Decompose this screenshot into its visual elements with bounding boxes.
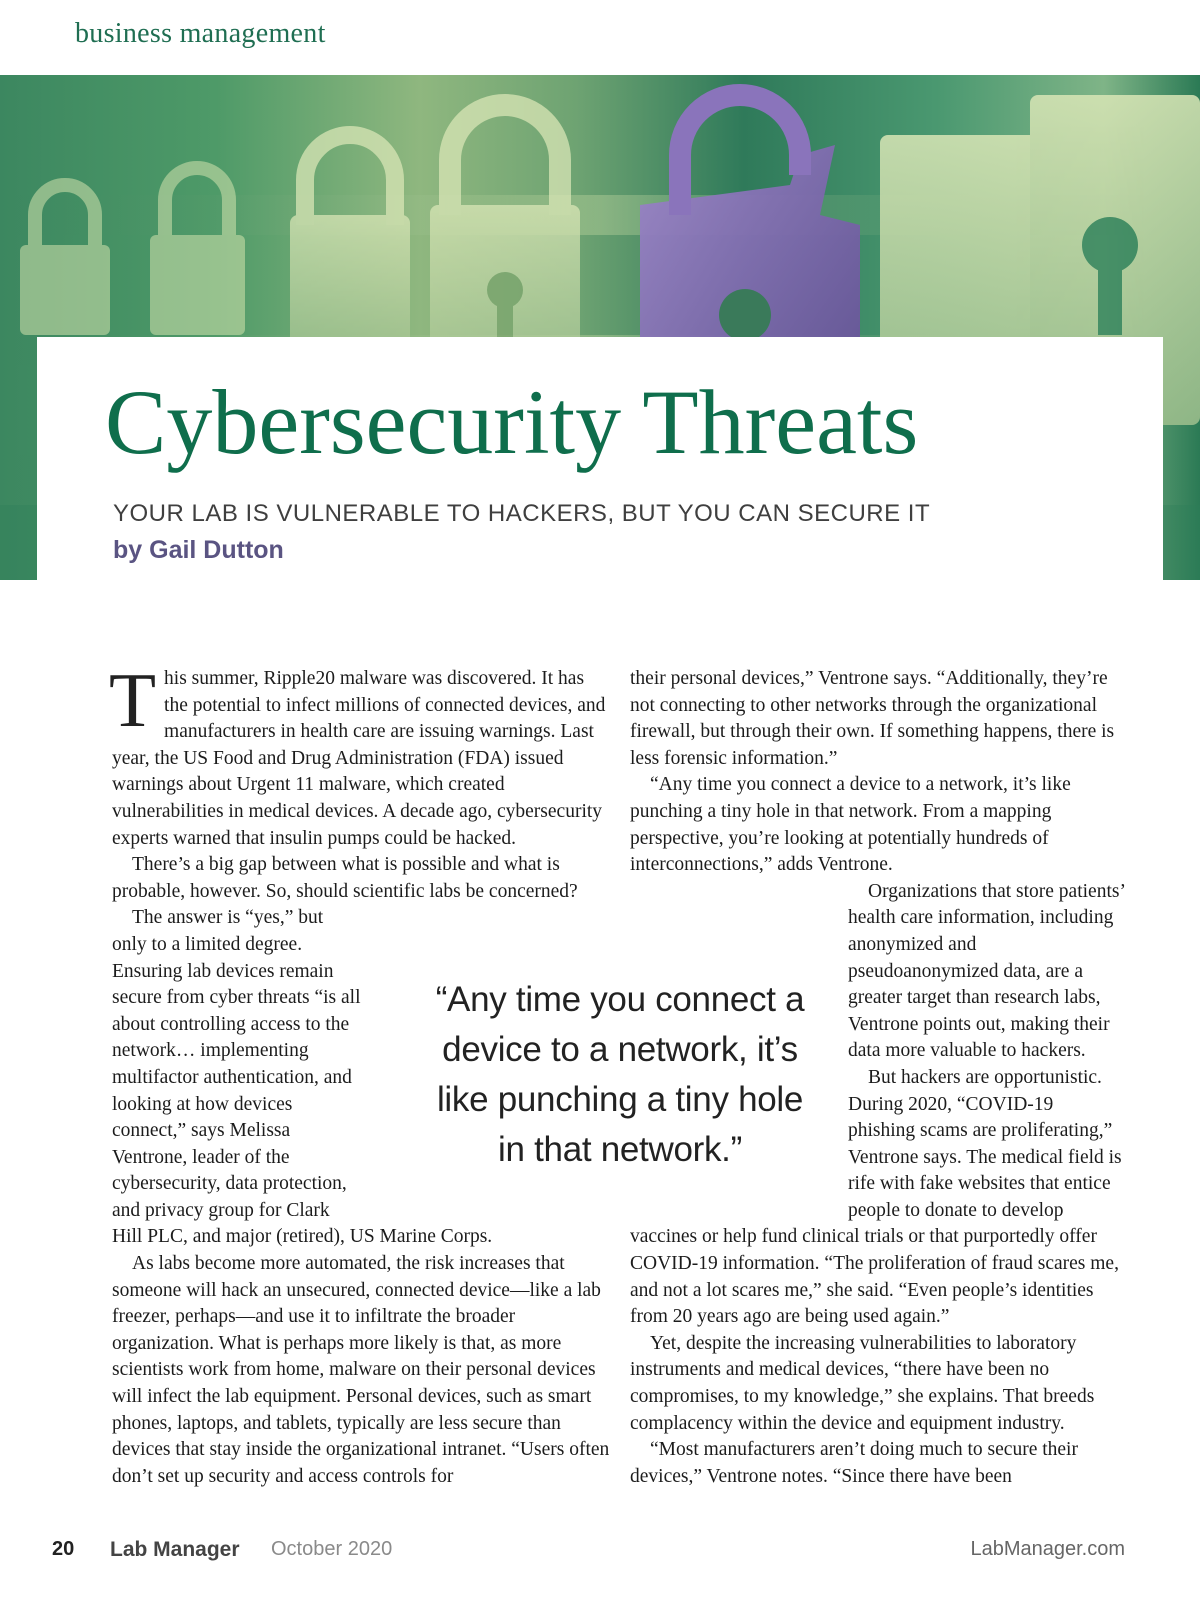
byline: by Gail Dutton [113,536,284,564]
paragraph: Yet, despite the increasing vulnerabilities to laboratory instruments and medical devices, “there have been no compromises, to my knowledge,” she explains. That breeds complacency within the device and equipment industry. [630,1332,1095,1434]
paragraph: “Most manufacturers aren’t doing much to secure their devices,” Ventrone notes. “Since there have been [630,1439,1078,1487]
article-subtitle: YOUR LAB IS VULNERABLE TO HACKERS, BUT YOU CAN SECURE IT [113,500,931,527]
paragraph: But hackers are opportunistic. During 2020, “COVID-19 phishing scams are proliferating,” Ventrone says. The medical field is rife with fake websites that entice people to donate to develop vaccines or help fund clinical trials or that purportedly offer COVID-19 information. “The proliferation of fraud scares me, and not a lot scares me,” she said. “Even people’s identities from 20 years ago are being used again.” [630,1066,1122,1328]
issue-date: October 2020 [271,1538,393,1560]
pull-quote: “Any time you connect a device to a network, it’s like punching a tiny hole in that network.” [435,980,805,1169]
paragraph: Organizations that store patients’ health care information, including anonymized and pseudoanonymized data, are a greater target than research labs, Ventrone points out, making their data more valuable to hackers. [848,880,1125,1062]
page-number: 20 [52,1538,75,1560]
drop-cap: T [109,657,157,743]
paragraph: There’s a big gap between what is possible and what is probable, however. So, should scientific labs be concerned? [112,854,578,902]
website-link[interactable]: LabManager.com [970,1538,1125,1560]
section-label: business management [75,18,326,49]
paragraph: his summer, Ripple20 malware was discovered. It has the potential to infect millions of connected devices, and manufacturers in health care are issuing warnings. Last year, the US Food and Drug Administration (FDA) issued warnings about Urgent 11 malware, which created vulnerabilities in medical devices. A decade ago, cybersecurity experts warned that insulin pumps could be hacked. [112,668,606,849]
article-title: Cybersecurity Threats [105,371,919,473]
paragraph: their personal devices,” Ventrone says. “Additionally, they’re not connecting to other networks through the organizational firewall, but through their own. If something happens, there is less forensic information.” [630,668,1115,769]
magazine-name: Lab Manager [110,1538,240,1561]
page-footer [0,1538,1200,1568]
paragraph: The answer is “yes,” but only to a limited degree. Ensuring lab devices remain secure from cyber threats “is all about controlling access to the network… implementing multifactor authentication, and looking at how devices connect,” says Melissa Ventrone, leader of the cybersecurity, data protection, and privacy group for Clark Hill PLC, and major (retired), US Marine Corps. [112,907,493,1248]
paragraph: As labs become more automated, the risk increases that someone will hack an unsecured, connected device—like a lab freezer, perhaps—and use it to infiltrate the broader organization. What is perhaps more likely is that, as more scientists work from home, malware on their personal devices will infect the lab equipment. Personal devices, such as smart phones, laptops, and tablets, typically are less secure than devices that stay inside the organizational intranet. “Users often don’t set up security and access controls for [112,1253,610,1487]
paragraph: “Any time you connect a device to a network, it’s like punching a tiny hole in that network. From a mapping perspective, you’re looking at potentially hundreds of interconnections,” adds Ventrone. [630,774,1071,876]
